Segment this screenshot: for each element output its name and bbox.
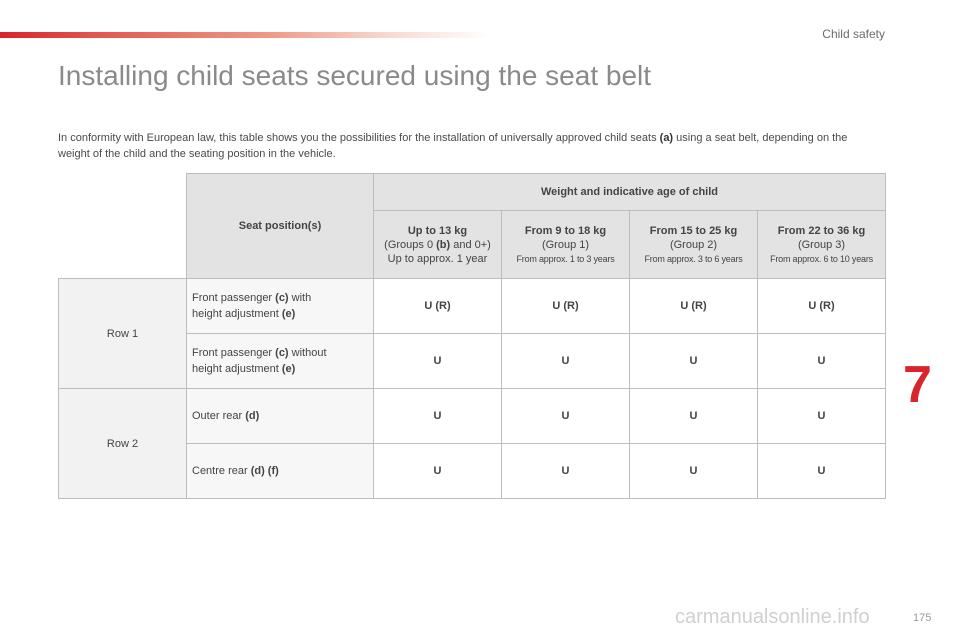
seat-position-cell — [187, 389, 374, 444]
table-cell: U — [374, 389, 502, 444]
column-weight: From 22 to 36 kg — [777, 224, 866, 237]
chapter-tab-number: 7 — [903, 356, 932, 414]
seat-text: Centre rear — [192, 465, 251, 477]
section-title: Child safety — [822, 27, 885, 41]
seat-text-line2: height adjustment — [192, 308, 282, 320]
table-cell: U — [630, 389, 758, 444]
seat-ref: (c) — [275, 347, 289, 359]
table-cell: U — [502, 334, 630, 389]
table-cell: U — [630, 444, 758, 499]
seat-text-end: without — [288, 347, 327, 359]
intro-paragraph — [58, 130, 868, 162]
column-header — [758, 211, 886, 279]
table-cell: U — [502, 389, 630, 444]
seat-text: Front passenger — [192, 347, 276, 359]
column-age: From approx. 6 to 10 years — [770, 253, 873, 264]
header-accent-bar — [0, 32, 490, 38]
column-header — [502, 211, 630, 279]
intro-ref-a: (a) — [659, 132, 674, 144]
column-group-ref: (b) — [436, 238, 451, 251]
seat-position-cell — [187, 444, 374, 499]
table-cell: U — [758, 444, 886, 499]
table-cell: U (R) — [502, 279, 630, 334]
column-group: (Group 2) — [669, 238, 718, 251]
column-age: From approx. 3 to 6 years — [644, 253, 743, 264]
table-cell: U — [502, 444, 630, 499]
row-label-row-1: Row 1 — [59, 279, 187, 389]
child-seat-table — [58, 173, 886, 499]
seat-ref: (d) (f) — [250, 465, 279, 477]
seat-text: Front passenger — [192, 292, 276, 304]
seat-text-end: with — [288, 292, 312, 304]
column-group: (Group 3) — [797, 238, 846, 251]
page-title: Installing child seats secured using the seat belt — [58, 60, 652, 91]
table-cell: U — [630, 334, 758, 389]
seat-position-cell — [187, 279, 374, 334]
column-weight: Up to 13 kg — [407, 224, 468, 237]
column-age: Up to approx. 1 year — [387, 252, 488, 265]
column-group: (Group 1) — [541, 238, 590, 251]
seat-position-cell — [187, 334, 374, 389]
table-cell: U — [758, 389, 886, 444]
intro-text-2: using a seat belt, depending on the weight of the child and the seating position in the vehicle. — [58, 132, 848, 160]
seat-ref: (d) — [245, 410, 260, 422]
table-cell: U — [758, 334, 886, 389]
seat-position-header: Seat position(s) — [187, 174, 374, 279]
table-corner — [59, 174, 187, 279]
column-group-text: (Groups 0 — [384, 238, 437, 251]
table-cell: U (R) — [630, 279, 758, 334]
watermark: carmanualsonline.info — [675, 606, 870, 628]
seat-ref-line2: (e) — [281, 363, 296, 375]
table-cell: U (R) — [758, 279, 886, 334]
seat-ref-line2: (e) — [281, 308, 296, 320]
column-header — [374, 211, 502, 279]
column-group — [374, 238, 501, 252]
row-label-row-2: Row 2 — [59, 389, 187, 499]
column-age: From approx. 1 to 3 years — [516, 253, 615, 264]
column-weight: From 9 to 18 kg — [524, 224, 607, 237]
seat-ref: (c) — [275, 292, 289, 304]
column-group-text-end: and 0+) — [450, 238, 491, 251]
column-header — [630, 211, 758, 279]
table-cell: U (R) — [374, 279, 502, 334]
intro-text-1: In conformity with European law, this table shows you the possibilities for the installation of universally approved child seats — [58, 132, 660, 144]
page-number: 175 — [913, 612, 932, 624]
seat-text: Outer rear — [192, 410, 246, 422]
table-cell: U — [374, 334, 502, 389]
weight-header: Weight and indicative age of child — [374, 174, 886, 211]
column-weight: From 15 to 25 kg — [649, 224, 738, 237]
seat-text-line2: height adjustment — [192, 363, 282, 375]
table-cell: U — [374, 444, 502, 499]
